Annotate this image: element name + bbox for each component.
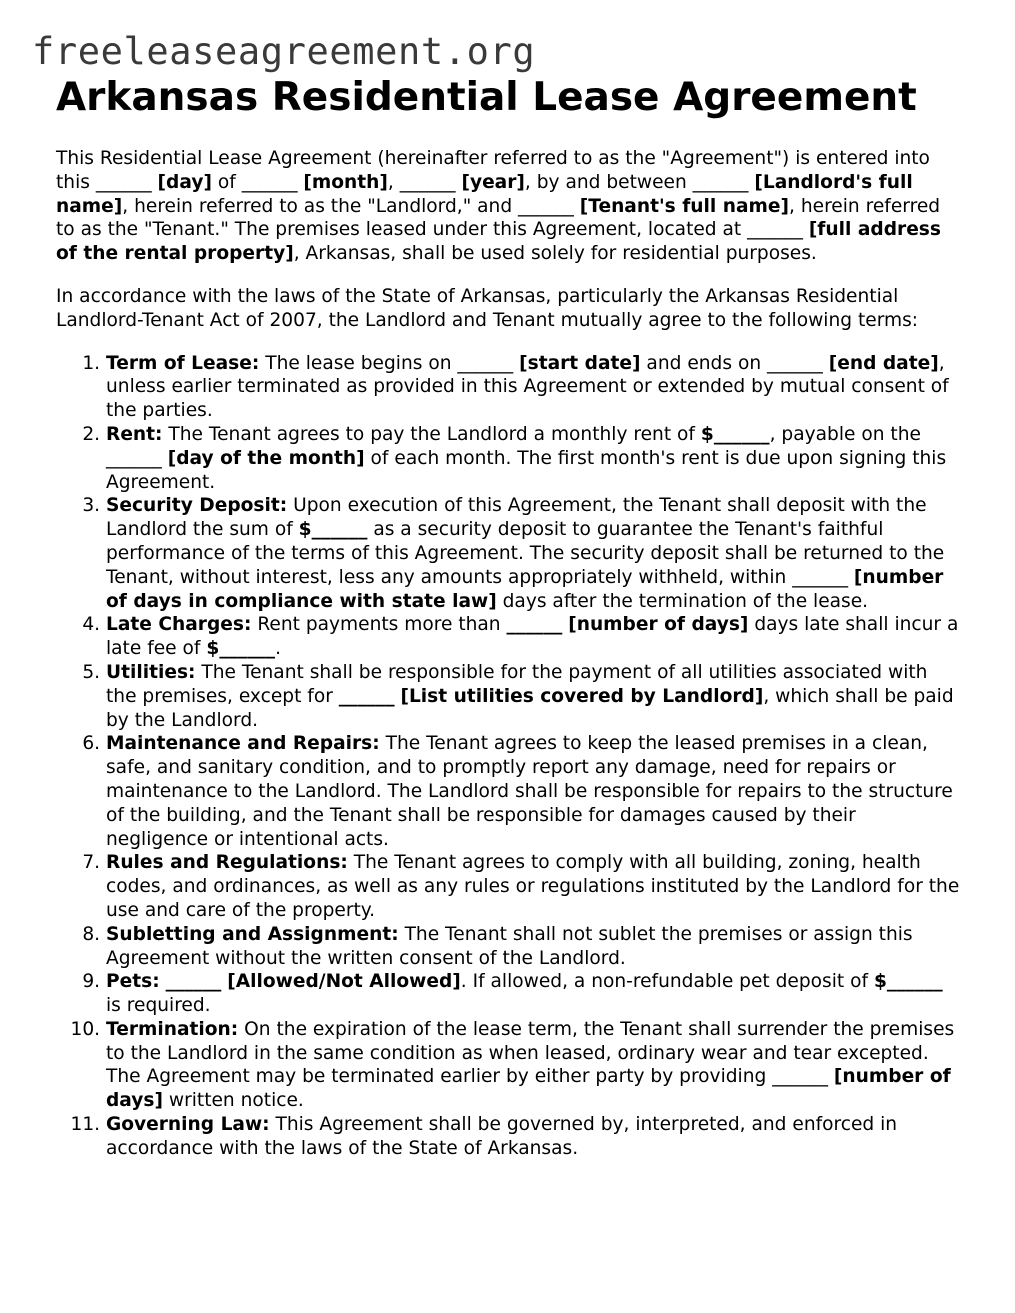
placeholder-late-fee: $______ <box>206 638 276 660</box>
terms-list <box>56 352 962 1161</box>
term-heading: Maintenance and Repairs: <box>106 733 380 755</box>
accordance-paragraph: In accordance with the laws of the State of Arkansas, particularly the Arkansas Residential Landlord-Tenant Act of 2007, the Landlord and Tenant mutually agree to the following terms: <box>56 285 919 331</box>
term-item-rules: 7. Rules and Regulations: The Tenant agrees to comply with all building, zoning, health codes, and ordinances, as well as any rules or regulations instituted by the Landlord for the use and care of the property. <box>106 851 962 922</box>
placeholder-pet-deposit: $______ <box>873 971 943 993</box>
placeholder-start-date: [start date] <box>519 352 641 374</box>
term-item-governing-law: 11. Governing Law: This Agreement shall be governed by, interpreted, and enforced in accordance with the laws of the State of Arkansas. <box>106 1113 962 1161</box>
blank-deposit-days: ______ <box>792 566 848 588</box>
blank-tenant: ______ <box>518 195 574 217</box>
blank-utilities: ______ <box>338 685 395 707</box>
term-item-subletting: 8. Subletting and Assignment: The Tenant shall not sublet the premises or assign this Agreement without the written consent of the Landlord. <box>106 923 962 971</box>
placeholder-utilities-list: [List utilities covered by Landlord] <box>400 685 764 707</box>
placeholder-landlord-name: [Landlord's full name] <box>56 171 913 217</box>
placeholder-year: [year] <box>461 171 525 193</box>
watermark-site-name: freeleaseagreement.org <box>32 30 536 73</box>
placeholder-late-days: [number of days] <box>568 614 749 636</box>
placeholder-deposit-amount: $______ <box>298 519 368 541</box>
term-item-rent: 2. Rent: The Tenant agrees to pay the Landlord a monthly rent of $______, payable on the ______ [day of the month] of each month. The first month's rent is due upon signing this Agreement. <box>106 423 962 494</box>
blank-pets: ______ <box>165 971 222 993</box>
term-item-termination: 10. Termination: On the expiration of the lease term, the Tenant shall surrender the premises to the Landlord in the same condition as when leased, ordinary wear and tear excepted. The Agreement may be terminated earlier by either party by providing ______ [number of days] written notice. <box>106 1018 962 1113</box>
placeholder-deposit-days: [number of days in compliance with state law] <box>106 566 944 612</box>
blank-late-days: ______ <box>506 614 563 636</box>
term-heading: Termination: <box>106 1018 239 1040</box>
placeholder-rent-amount: $______ <box>700 423 770 445</box>
term-heading: Utilities: <box>106 661 196 683</box>
blank-notice-days: ______ <box>772 1066 828 1088</box>
blank-address: ______ <box>747 219 803 241</box>
term-heading: Term of Lease: <box>106 352 260 374</box>
blank-day: ______ <box>95 171 152 193</box>
placeholder-end-date: [end date] <box>828 352 939 374</box>
placeholder-day: [day] <box>157 171 212 193</box>
term-item-late-charges: 4. Late Charges: Rent payments more than ______ [number of days] days late shall incur a late fee of $______. <box>106 613 962 661</box>
term-item-lease: 1. Term of Lease: The lease begins on ______ [start date] and ends on ______ [end date], unless earlier terminated as provided in this Agreement or extended by mutual consent of the parties. <box>106 352 962 423</box>
blank-landlord: ______ <box>692 171 749 193</box>
term-heading: Rules and Regulations: <box>106 852 348 874</box>
blank-month: ______ <box>241 171 298 193</box>
intro-paragraph: This Residential Lease Agreement (hereinafter referred to as the "Agreement") is entered into this ______ [day] of ______ [month], ______ [year], by and between ______ [Landlord's full name], herein referred to as the "Landlord," and ______ [Tenant's full name], herein referred to as the "Tenant." The premises leased under this Agreement, located at ______ [full address of the rental property], Arkansas, shall be used solely for residential purposes. <box>56 148 941 265</box>
placeholder-notice-days: [number of days] <box>106 1066 951 1112</box>
blank-start: ______ <box>457 352 514 374</box>
term-item-security-deposit: 3. Security Deposit: Upon execution of this Agreement, the Tenant shall deposit with the Landlord the sum of $______ as a security deposit to guarantee the Tenant's faithful performance of the terms of this Agreement. The security deposit shall be returned to the Tenant, without interest, less any amounts appropriately withheld, within ______ [number of days in compliance with state law] days after the termination of the lease. <box>106 494 962 613</box>
term-heading: Rent: <box>106 423 163 445</box>
placeholder-pets-allowed: [Allowed/Not Allowed] <box>227 971 461 993</box>
placeholder-address: [full address of the rental property] <box>56 219 941 265</box>
lease-document <box>56 76 962 1161</box>
document-title: Arkansas Residential Lease Agreement <box>56 75 917 120</box>
blank-year: ______ <box>399 171 456 193</box>
term-heading: Security Deposit: <box>106 495 288 517</box>
term-item-maintenance: 6. Maintenance and Repairs: The Tenant agrees to keep the leased premises in a clean, safe, and sanitary condition, and to promptly report any damage, need for repairs or maintenance to the Landlord. The Landlord shall be responsible for repairs to the structure of the building, and the Tenant shall be responsible for damages caused by their negligence or intentional acts. <box>106 732 962 851</box>
term-heading: Subletting and Assignment: <box>106 923 399 945</box>
term-heading: Pets: <box>106 971 160 993</box>
term-heading: Governing Law: <box>106 1114 270 1136</box>
term-item-pets: 9. Pets: ______ [Allowed/Not Allowed]. If allowed, a non-refundable pet deposit of $______ is required. <box>106 970 962 1018</box>
term-item-utilities: 5. Utilities: The Tenant shall be responsible for the payment of all utilities associated with the premises, except for ______ [List utilities covered by Landlord], which shall be paid by the Landlord. <box>106 661 962 732</box>
placeholder-month: [month] <box>303 171 388 193</box>
placeholder-day-of-month: [day of the month] <box>167 447 365 469</box>
term-heading: Late Charges: <box>106 614 252 636</box>
blank-rent-day: ______ <box>106 447 162 469</box>
placeholder-tenant-name: [Tenant's full name] <box>579 195 790 217</box>
blank-end: ______ <box>767 352 823 374</box>
